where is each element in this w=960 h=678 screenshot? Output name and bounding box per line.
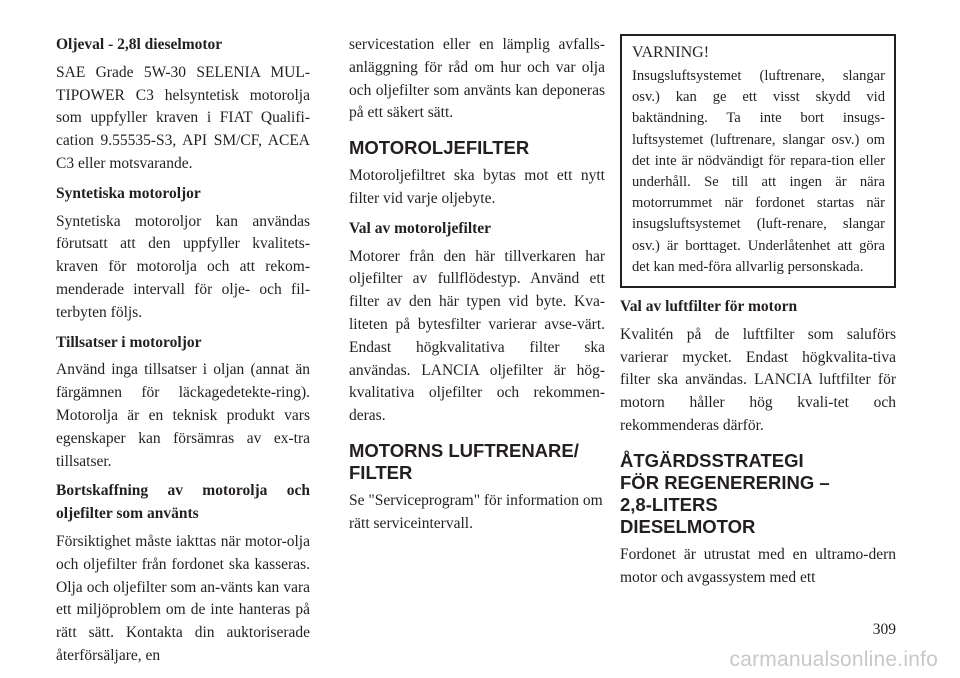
warning-text: Insugsluftsystemet (luftrenare, slangar osv.) kan ge ett visst skydd vid baktändning. Ta inte bort insugs-luftsystemet (luftrenare, slangar osv.) om det inte är nödvändigt för repara-tion eller underhåll. Se till att ingen är nära motorrummet när fordonet startas när insugsluftsystemet (luft-renare, slangar osv.) är borttaget. Underlåtenhet att göra det kan med-föra allvarlig personskada. xyxy=(632,68,885,275)
oil-filter-choice-heading: Val av motoroljefilter xyxy=(349,219,492,237)
air-cleaner-heading: MOTORNS LUFTRENARE/ FILTER xyxy=(349,439,579,483)
oil-filter-choice-text: Motorer från den här tillverkaren har oljefilter av fullflödestyp. Använd ett filter av den här typen vid byte. Kva-liteten på bytesfilter varierar avse-värt. Endast högkvalitativa filter ska användas. LANCIA oljefilter är hög-kvalitativa oljefilter och rekommen-deras. xyxy=(349,247,605,425)
air-filter-choice-heading: Val av luftfilter för motorn xyxy=(620,298,798,316)
column-3 xyxy=(620,34,896,589)
column-2 xyxy=(349,34,605,536)
oil-disposal-text: Försiktighet måste iakttas när motor-olja och oljefilter från fordonet ska kasseras. Olja och oljefilter som an-vänts kan vara ett miljöproblem om de inte hanteras på rätt sätt. Kontakta din auktoriserade återförsäljare, en xyxy=(56,532,310,664)
regeneration-strategy-text: Fordonet är utrustat med en ultramo-dern motor och avgassystem med ett xyxy=(620,545,896,586)
page-number: 309 xyxy=(872,621,896,638)
regeneration-strategy-heading: ÅTGÄRDSSTRATEGI FÖR REGENERERING – 2,8-LITERS DIESELMOTOR xyxy=(620,449,830,537)
oil-choice-heading: Oljeval - 2,8l dieselmotor xyxy=(56,36,223,53)
oil-choice-text: SAE Grade 5W-30 SELENIA MUL-TIPOWER C3 helsyntetisk motorolja som uppfyller kraven i FIAT Qualifi-cation 9.55535-S3, API SM/CF, ACEA C3 eller motsvarande. xyxy=(56,63,310,172)
synthetic-oils-heading: Syntetiska motoroljor xyxy=(56,184,201,202)
oil-disposal-heading: Bortskaffning av motorolja och oljefilter som använts xyxy=(56,482,310,523)
oil-additives-heading: Tillsatser i motoroljor xyxy=(56,333,202,351)
watermark: carmanualsonline.info xyxy=(729,648,938,671)
oil-filter-heading: MOTOROLJEFILTER xyxy=(349,137,530,159)
synthetic-oils-text: Syntetiska motoroljor kan användas förutsatt att den uppfyller kvalitets-kraven för motorolja och att rekom-menderade intervall för olje- och fil-terbyten följs. xyxy=(56,212,310,321)
air-filter-choice-text: Kvalitén på de luftfilter som saluförs varierar mycket. Endast högkvalita-tiva filter ska användas. LANCIA luftfilter för motorn håller hög kvali-tet och rekommenderas därför. xyxy=(620,325,896,435)
oil-filter-text: Motoroljefiltret ska bytas mot ett nytt filter vid varje oljebyte. xyxy=(349,167,605,207)
warning-box xyxy=(620,34,896,288)
column-1 xyxy=(56,34,310,668)
air-cleaner-text: Se "Serviceprogram" för information om rätt serviceintervall. xyxy=(349,491,603,532)
warning-title: VARNING! xyxy=(632,44,710,61)
disposal-continuation-text: servicestation eller en lämplig avfalls-anläggning för råd om hur och var olja och oljefilter som använts kan deponeras på ett säkert sätt. xyxy=(349,36,605,122)
oil-additives-text: Använd inga tillsatser i oljan (annat än färgämnen för läckagedetekte-ring). Motorolja är en teknisk produkt vars egenskaper kan försämras av ex-tra tillsatser. xyxy=(56,361,310,470)
